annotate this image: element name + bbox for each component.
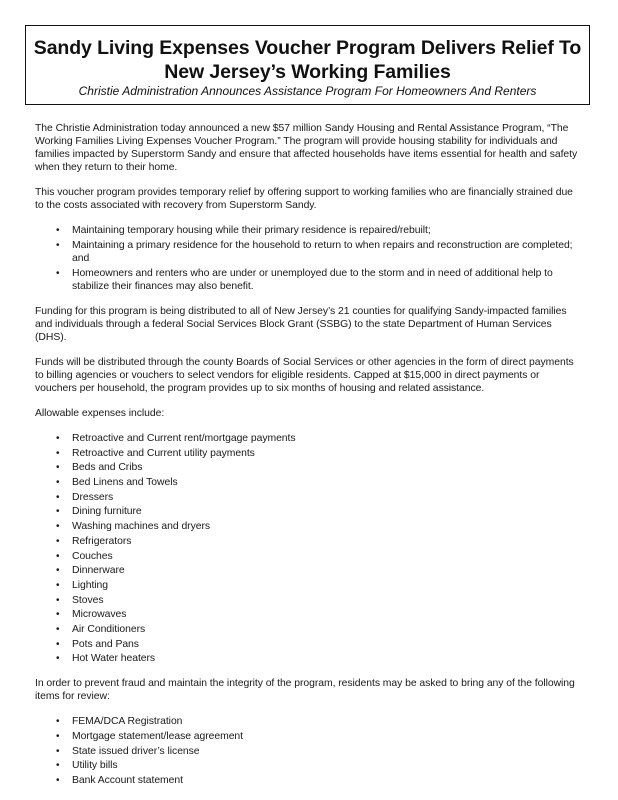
bullet-icon: • — [56, 447, 60, 459]
bullet-icon: • — [56, 760, 60, 772]
list-item — [35, 535, 583, 548]
list-item — [35, 224, 583, 237]
header-box — [25, 25, 590, 105]
list-item — [35, 715, 583, 728]
list-item — [35, 550, 583, 563]
bullet-icon: • — [56, 609, 60, 621]
page-subtitle: Christie Administration Announces Assistance Program For Homeowners And Renters — [78, 84, 537, 98]
list-item — [35, 520, 583, 533]
allowable-expenses-list — [35, 432, 583, 665]
bullet-icon: • — [56, 521, 60, 533]
list-item-text: FEMA/DCA Registration — [72, 716, 183, 728]
bullet-icon: • — [56, 745, 60, 757]
list-item-text: Maintaining a primary residence for the household to return to when repairs and reconstruction are completed; and — [72, 240, 573, 264]
fraud-paragraph: In order to prevent fraud and maintain the integrity of the program, residents may be asked to bring any of the following items for review: — [35, 678, 575, 703]
list-item-text: Bed Linens and Towels — [72, 477, 178, 489]
list-item-text: Microwaves — [72, 609, 127, 621]
bullet-icon: • — [56, 550, 60, 562]
bullet-icon: • — [56, 491, 60, 503]
bullet-icon: • — [56, 506, 60, 518]
bullet-icon: • — [56, 268, 60, 279]
bullet-icon: • — [56, 731, 60, 742]
list-item-text: Maintaining temporary housing while their primary residence is repaired/rebuilt; — [72, 225, 431, 236]
list-item-text: Utility bills — [72, 760, 118, 772]
list-item-text: Retroactive and Current utility payments — [72, 447, 255, 459]
list-item — [35, 623, 583, 636]
funding-paragraph: Funding for this program is being distributed to all of New Jersey’s 21 counties for qualifying Sandy-impacted families and individuals through a federal Social Services Block Grant (SSBG) to the state Department of Human Services (DHS). — [35, 306, 567, 343]
list-item-text: Washing machines and dryers — [72, 521, 211, 533]
list-item-text: Pots and Pans — [72, 638, 139, 650]
list-item-text: Bank Account statement — [72, 775, 183, 787]
list-item — [35, 267, 583, 293]
relief-paragraph: This voucher program provides temporary relief by offering support to working families who are financially strained due to the costs associated with recovery from Superstorm Sandy. — [35, 187, 573, 211]
bullet-icon: • — [56, 579, 60, 591]
page-title: Sandy Living Expenses Voucher Program Delivers Relief To New Jersey’s Working Families — [33, 37, 582, 83]
list-item — [35, 730, 583, 743]
list-item-text: Lighting — [72, 579, 108, 591]
list-item — [35, 759, 583, 772]
list-item — [35, 461, 583, 474]
list-item — [35, 476, 583, 489]
bullet-icon: • — [56, 653, 60, 665]
list-item-text: Refrigerators — [72, 535, 132, 547]
list-item-text: Homeowners and renters who are under or unemployed due to the storm and in need of additional help to stabilize their finances may also benefit. — [72, 268, 553, 292]
bullet-icon: • — [56, 477, 60, 489]
bullet-icon: • — [56, 594, 60, 606]
list-item — [35, 579, 583, 592]
list-item — [35, 491, 583, 504]
list-item — [35, 608, 583, 621]
list-item-text: Dinnerware — [72, 565, 125, 577]
list-item — [35, 505, 583, 518]
bullet-icon: • — [56, 638, 60, 650]
bullet-icon: • — [56, 433, 60, 444]
intro-paragraph: The Christie Administration today announced a new $57 million Sandy Housing and Rental Assistance Program, “The Working Families Living Expenses Voucher Program.” The program will provide housing stability for individuals and families impacted by Superstorm Sandy and ensure that affected households have items essential for health and safety when they return to their home. — [35, 123, 578, 173]
bullet-icon: • — [56, 775, 60, 787]
list-item-text: Couches — [72, 550, 113, 562]
list-item — [35, 745, 583, 758]
support-list — [35, 224, 583, 293]
list-item-text: Stoves — [72, 594, 104, 606]
bullet-icon: • — [56, 716, 60, 728]
distribution-paragraph: Funds will be distributed through the county Boards of Social Services or other agencies in the form of direct payments to billing agencies or vouchers to select vendors for eligible residents. Capped at $15,000 in direct payments or vouchers per household, the program provides up to six months of housing and related assistance. — [35, 357, 574, 394]
document-body — [35, 122, 583, 799]
list-item-text: Hot Water heaters — [72, 653, 156, 665]
list-item — [35, 447, 583, 460]
list-item — [35, 564, 583, 577]
list-item-text: Dining furniture — [72, 506, 142, 518]
bullet-icon: • — [56, 240, 60, 251]
expenses-heading: Allowable expenses include: — [35, 408, 165, 419]
bullet-icon: • — [56, 623, 60, 635]
bullet-icon: • — [56, 535, 60, 547]
bullet-icon: • — [56, 462, 60, 474]
list-item — [35, 594, 583, 607]
list-item — [35, 638, 583, 651]
list-item-text: Air Conditioners — [72, 623, 146, 635]
list-item-text: Retroactive and Current rent/mortgage payments — [72, 433, 296, 444]
bullet-icon: • — [56, 225, 60, 236]
list-item-text: Beds and Cribs — [72, 462, 143, 474]
list-item — [35, 774, 583, 787]
list-item-text: Dressers — [72, 491, 114, 503]
list-item — [35, 239, 583, 265]
bullet-icon: • — [56, 565, 60, 577]
list-item-text: State issued driver’s license — [72, 745, 200, 757]
list-item — [35, 652, 583, 665]
review-items-list — [35, 715, 583, 787]
list-item-text: Mortgage statement/lease agreement — [72, 731, 243, 742]
list-item — [35, 432, 583, 445]
